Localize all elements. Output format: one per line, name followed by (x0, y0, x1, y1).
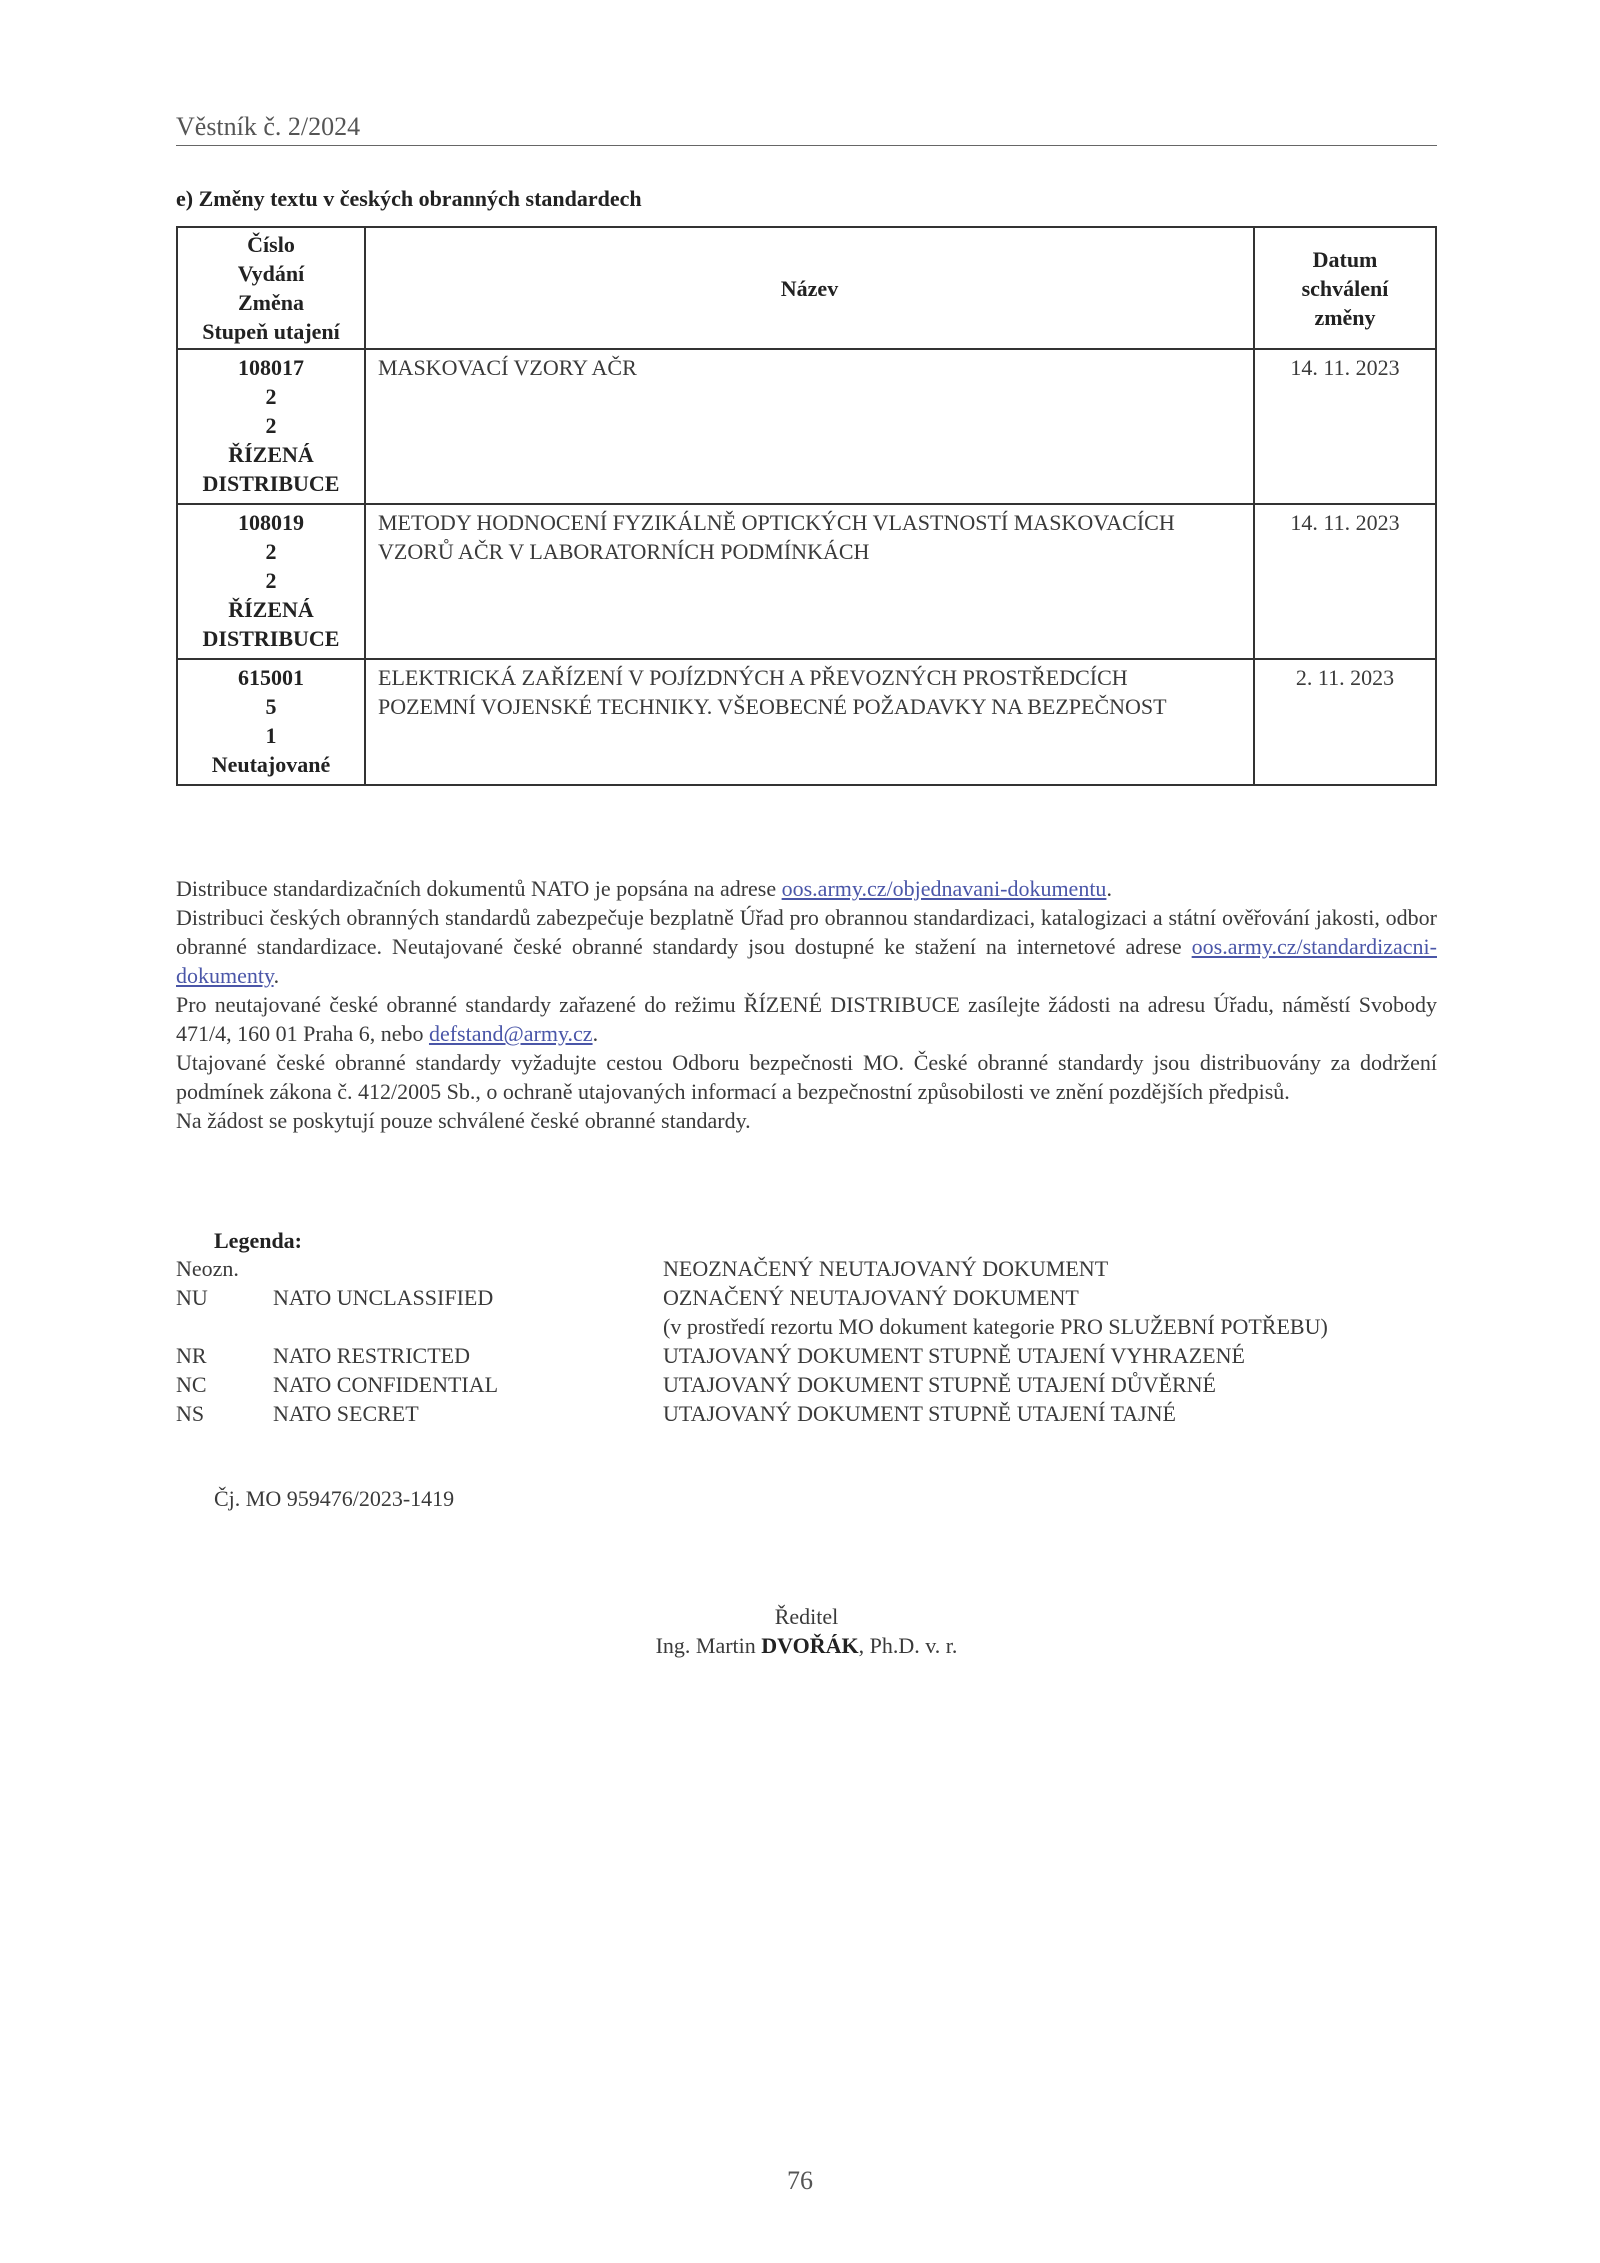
approval-date: 14. 11. 2023 (1254, 504, 1436, 659)
legend-meaning: UTAJOVANÝ DOKUMENT STUPNĚ UTAJENÍ TAJNÉ (663, 1401, 1176, 1426)
signature-role: Ředitel (774, 1604, 839, 1629)
standard-classification: DISTRIBUCE (202, 626, 340, 651)
standard-identification (177, 504, 365, 659)
approval-date: 14. 11. 2023 (1254, 349, 1436, 504)
table-row (177, 504, 1436, 659)
header-number-edition-change-classification: Číslo Vydání Změna Stupeň utajení (177, 227, 365, 349)
page-header: Věstník č. 2/2024 (176, 112, 1437, 146)
standard-classification: ŘÍZENÁ (228, 597, 314, 622)
standard-edition: 2 (265, 384, 277, 409)
standard-name: ELEKTRICKÁ ZAŘÍZENÍ V POJÍZDNÝCH A PŘEVOZNÝCH PROSTŘEDCÍCH POZEMNÍ VOJENSKÉ TECHNIKY. VŠEOBECNÉ POŽADAVKY NA BEZPEČNOST (365, 659, 1254, 785)
standard-change: 1 (265, 723, 277, 748)
standard-number: 108019 (238, 510, 304, 535)
standard-edition: 5 (265, 694, 277, 719)
standards-table (176, 226, 1437, 786)
approval-date: 2. 11. 2023 (1254, 659, 1436, 785)
page-number: 76 (787, 2166, 813, 2195)
standard-number: 615001 (238, 665, 304, 690)
table-header-row (177, 227, 1436, 349)
legend-meaning: UTAJOVANÝ DOKUMENT STUPNĚ UTAJENÍ VYHRAZENÉ (663, 1343, 1245, 1368)
legend-meaning: (v prostředí rezortu MO dokument kategorie PRO SLUŽEBNÍ POTŘEBU) (663, 1314, 1328, 1339)
legend-nato: NATO CONFIDENTIAL (273, 1372, 499, 1397)
standard-name: METODY HODNOCENÍ FYZIKÁLNĚ OPTICKÝCH VLASTNOSTÍ MASKOVACÍCH VZORŮ AČR V LABORATORNÍCH PODMÍNKÁCH (365, 504, 1254, 659)
legend-code: Neozn. (176, 1256, 239, 1281)
legend-nato: NATO SECRET (273, 1401, 419, 1426)
standard-name: MASKOVACÍ VZORY AČR (365, 349, 1254, 504)
legend-meaning: OZNAČENÝ NEUTAJOVANÝ DOKUMENT (663, 1285, 1079, 1310)
legend-nato (273, 1312, 663, 1341)
standard-identification (177, 349, 365, 504)
legend-title: Legenda: (214, 1228, 302, 1253)
standard-edition: 2 (265, 539, 277, 564)
standard-change: 2 (265, 413, 277, 438)
legend-nato: NATO UNCLASSIFIED (273, 1285, 494, 1310)
legend-meaning: UTAJOVANÝ DOKUMENT STUPNĚ UTAJENÍ DŮVĚRNÉ (663, 1372, 1216, 1397)
standards-download-link[interactable]: oos.army.cz/standardizacni-dokumenty (176, 934, 1437, 988)
section-title: e) Změny textu v českých obranných standardech (176, 186, 642, 211)
nato-documents-link[interactable]: oos.army.cz/objednavani-dokumentu (781, 876, 1107, 901)
standard-classification: ŘÍZENÁ (228, 442, 314, 467)
legend-row (176, 1370, 1437, 1399)
standard-classification: Neutajované (211, 752, 331, 777)
header-approval-date: Datum schválení změny (1254, 227, 1436, 349)
standard-number: 108017 (238, 355, 304, 380)
legend-row (176, 1312, 1437, 1341)
standard-change: 2 (265, 568, 277, 593)
legend-row (176, 1283, 1437, 1312)
signature-block (176, 1602, 1437, 1660)
paragraph-czech-distribution: Distribuci českých obranných standardů zabezpečuje bezplatně Úřad pro obrannou standardizaci, katalogizaci a státní ověřování jakosti, odbor obranné standardizace. Neutajované české obranné standardy jsou dostupné ke stažení na internetové adrese oos.army.cz/standardizacni-dokumenty. (176, 905, 1437, 988)
legend-code: NU (176, 1285, 208, 1310)
legend-nato (273, 1254, 663, 1283)
email-link[interactable]: defstand@army.cz (428, 1021, 593, 1046)
signature-name: Ing. Martin DVOŘÁK, Ph.D. v. r. (655, 1633, 958, 1658)
table-row (177, 349, 1436, 504)
paragraph-controlled-distribution: Pro neutajované české obranné standardy zařazené do režimu ŘÍZENÉ DISTRIBUCE zasílejte žádosti na adresu Úřadu, náměstí Svobody 471/4, 160 01 Praha 6, nebo defstand@army.cz. (176, 992, 1437, 1046)
legend-code: NR (176, 1343, 207, 1368)
distribution-info (176, 874, 1437, 1135)
legend-row (176, 1399, 1437, 1428)
table-row (177, 659, 1436, 785)
legend-code (176, 1312, 273, 1341)
standard-identification (177, 659, 365, 785)
legend-code: NC (176, 1372, 207, 1397)
signature-surname: DVOŘÁK (761, 1633, 859, 1658)
paragraph-classified: Utajované české obranné standardy vyžadujte cestou Odboru bezpečnosti MO. České obranné standardy jsou distribuovány za dodržení podmínek zákona č. 412/2005 Sb., o ochraně utajovaných informací a bezpečnostní způsobilosti ve znění pozdějších předpisů. (176, 1050, 1437, 1104)
legend-row (176, 1341, 1437, 1370)
header-name: Název (365, 227, 1254, 349)
reference-number: Čj. MO 959476/2023-1419 (214, 1486, 455, 1511)
legend-meaning: NEOZNAČENÝ NEUTAJOVANÝ DOKUMENT (663, 1256, 1109, 1281)
legend (176, 1254, 1437, 1428)
standard-classification: DISTRIBUCE (202, 471, 340, 496)
legend-nato: NATO RESTRICTED (273, 1343, 470, 1368)
legend-row (176, 1254, 1437, 1283)
paragraph-approved-only: Na žádost se poskytují pouze schválené české obranné standardy. (176, 1108, 751, 1133)
paragraph-nato-distribution: Distribuce standardizačních dokumentů NATO je popsána na adrese oos.army.cz/objednavani-dokumentu. (176, 876, 1112, 901)
legend-code: NS (176, 1401, 205, 1426)
